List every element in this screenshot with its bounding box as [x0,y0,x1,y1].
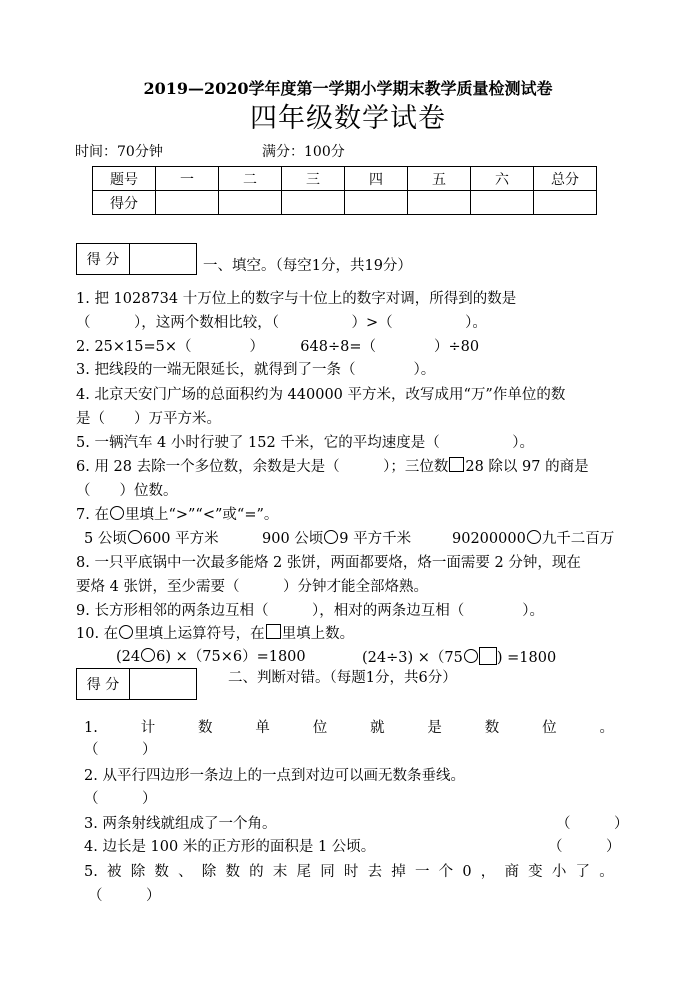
q8-line2: 要烙 4 张饼，至少需要（ ）分钟才能全部烙熟。 [76,579,428,595]
score-table-header-cell: 题号 [93,167,156,191]
judge-q3: 3. 两条射线就组成了一个角。 [84,816,277,832]
q2: 2. 25×15=5×（ ） 648÷8=（ ）÷80 [76,339,480,355]
judge-q5-char: 数 [225,864,240,880]
circle-icon[interactable] [128,530,142,544]
score-table-header-cell: 三 [282,167,345,191]
time-limit: 时间：70分钟 [75,144,163,160]
square-box-icon [449,457,464,472]
score-box-label: 得 分 [77,669,130,699]
score-cell[interactable] [345,191,408,215]
judge-q5-char: 、 [178,864,193,880]
judge-q4: 4. 边长是 100 米的正方形的面积是 1 公顷。 [84,839,376,855]
score-cell[interactable] [471,191,534,215]
judge-q5-char: 一 [414,864,430,880]
q7-c3-right: 九千二百万 [541,531,615,547]
score-table-score-row [93,191,597,215]
judge-q5-char: 时 [343,864,359,880]
judge-q2: 2. 从平行四边形一条边上的一点到对边可以画无数条垂线。 [84,768,465,784]
judge-q5-char: 5. [84,864,98,880]
judge-q5-char: 掉 [391,864,406,880]
score-box-blank[interactable] [130,669,196,699]
q10-text-c: 里填上数。 [281,626,355,642]
judge-q1-char: 。 [599,720,614,736]
q7-line1 [76,505,278,525]
square-box-icon [266,624,281,639]
judge-q5-char: 商 [504,864,519,880]
section1-score-box [76,243,197,275]
judge-q1-char: 是 [427,720,442,736]
q10-e1-right: 6) ×（75×6）=1800 [156,649,306,665]
page-title: 四年级数学试卷 [250,103,446,134]
score-table-header-cell: 五 [408,167,471,191]
score-cell[interactable] [282,191,345,215]
judge-q1-char: 位 [312,720,328,736]
judge-q1-char: 就 [370,720,385,736]
q8-line1: 8. 一只平底锅中一次最多能烙 2 张饼，两面都要烙，烙一面需要 2 分钟，现在 [76,555,581,571]
q7-compare-3 [452,529,614,549]
score-cell[interactable] [219,191,282,215]
circle-icon[interactable] [324,530,338,544]
q7-c3-left: 90200000 [452,531,526,547]
section2-score-box [76,668,197,700]
q7-text-a: 7. 在 [76,507,109,523]
judge-q5-char: 。 [599,864,614,880]
full-score: 满分：100分 [262,144,345,160]
section2-heading: 二、判断对错。（每题1分，共6分） [228,670,457,686]
q9: 9. 长方形相邻的两条边互相（ ），相对的两条边互相（ ）。 [76,603,544,619]
judge-q1-char: 数 [484,720,500,736]
q10-e2-left: (24÷3) ×（75 [362,650,463,666]
square-box-icon[interactable] [479,647,497,665]
q5: 5. 一辆汽车 4 小时行驶了 152 千米，它的平均速度是（ ）。 [76,435,535,451]
judge-q5-char: 0 [462,864,472,880]
judge-q1-spread [84,718,614,738]
score-table-header-cell: 一 [156,167,219,191]
judge-q5-char: 除 [130,864,146,880]
judge-q5-char: 数 [154,864,169,880]
score-table-header-row [93,167,597,191]
judge-q1-char: 1. [84,720,98,736]
exam-subtitle: 2019—2020学年度第一学期小学期末教学质量检测试卷 [143,79,553,98]
q10-text-a: 10. 在 [76,626,119,642]
judge-q4-answer[interactable]: （ ） [548,839,621,855]
judge-q5-char: 同 [320,864,335,880]
judge-q5-char: 的 [249,864,264,880]
judge-q5-char: 小 [551,864,567,880]
q6-text-a: 6. 用 28 去除一个多位数，余数是大是（ ）；三位数 [76,459,449,475]
judge-q5 [84,862,614,882]
q3: 3. 把线段的一端无限延长，就得到了一条（ ）。 [76,362,436,378]
q7-text-b: 里填上“>”“<”或“=”。 [124,507,279,523]
q10-e2-right: ) =1800 [496,650,557,666]
judge-q5-char: 除 [201,864,217,880]
score-cell[interactable] [534,191,597,215]
judge-q5-answer[interactable]: （ ） [88,888,161,904]
score-box-label: 得 分 [77,244,130,274]
circle-icon[interactable] [141,648,155,662]
circle-icon[interactable] [464,649,478,663]
judge-q5-char: ， [480,864,496,880]
judge-q1-answer[interactable]: （ ） [84,742,157,758]
judge-q1 [84,718,614,738]
score-table-header-cell: 总分 [534,167,597,191]
judge-q5-char: 个 [438,864,454,880]
judge-q5-spread [84,862,614,882]
score-table-header-cell: 六 [471,167,534,191]
section1-heading: 一、填空。（每空1分，共19分） [203,258,412,274]
q6-line2: （ ）位数。 [76,483,178,499]
judge-q1-char: 计 [140,720,156,736]
judge-q5-char: 变 [528,864,543,880]
score-table-header-cell: 二 [219,167,282,191]
q7-c1-right: 600 平方米 [142,531,219,547]
q10-line1 [76,624,354,644]
judge-q5-char: 末 [272,864,288,880]
judge-q3-answer[interactable]: （ ） [556,816,629,832]
q1-line2: （ ），这两个数相比较，（ ）>（ ）。 [76,315,487,331]
score-table-row-label: 得分 [93,191,156,215]
score-cell[interactable] [408,191,471,215]
q7-compare-1 [84,529,219,549]
judge-q5-char: 被 [107,864,122,880]
q1-line1: 1. 把 1028734 十万位上的数字与十位上的数字对调，所得到的数是 [76,291,517,307]
q4-line2: 是（ ）万平方米。 [76,411,221,427]
q10-e1-left: (24 [116,649,141,665]
q10-expression-1 [116,647,306,667]
q4-line1: 4. 北京天安门广场的总面积约为 440000 平方米，改写成用“万”作单位的数 [76,387,566,403]
q6-line1 [76,457,589,477]
judge-q1-char: 数 [198,720,213,736]
score-cell[interactable] [156,191,219,215]
judge-q1-char: 位 [542,720,557,736]
q7-c1-left: 5 公顷 [84,531,127,547]
judge-q1-char: 单 [255,720,270,736]
circle-icon[interactable] [527,530,541,544]
circle-icon [119,625,133,639]
score-table-header-cell: 四 [345,167,408,191]
q10-text-b: 里填上运算符号，在 [134,626,265,642]
q7-c2-right: 9 平方千米 [339,531,412,547]
q7-compare-2 [262,529,411,549]
judge-q2-answer[interactable]: （ ） [84,791,157,807]
score-table [92,166,597,215]
q7-c2-left: 900 公顷 [262,531,324,547]
score-box-blank[interactable] [130,244,196,274]
q6-text-b: 28 除以 97 的商是 [465,459,589,475]
judge-q5-char: 尾 [296,864,312,880]
judge-q5-char: 了 [575,864,591,880]
q10-expression-2 [362,647,556,668]
circle-icon [110,506,124,520]
judge-q5-char: 去 [367,864,383,880]
